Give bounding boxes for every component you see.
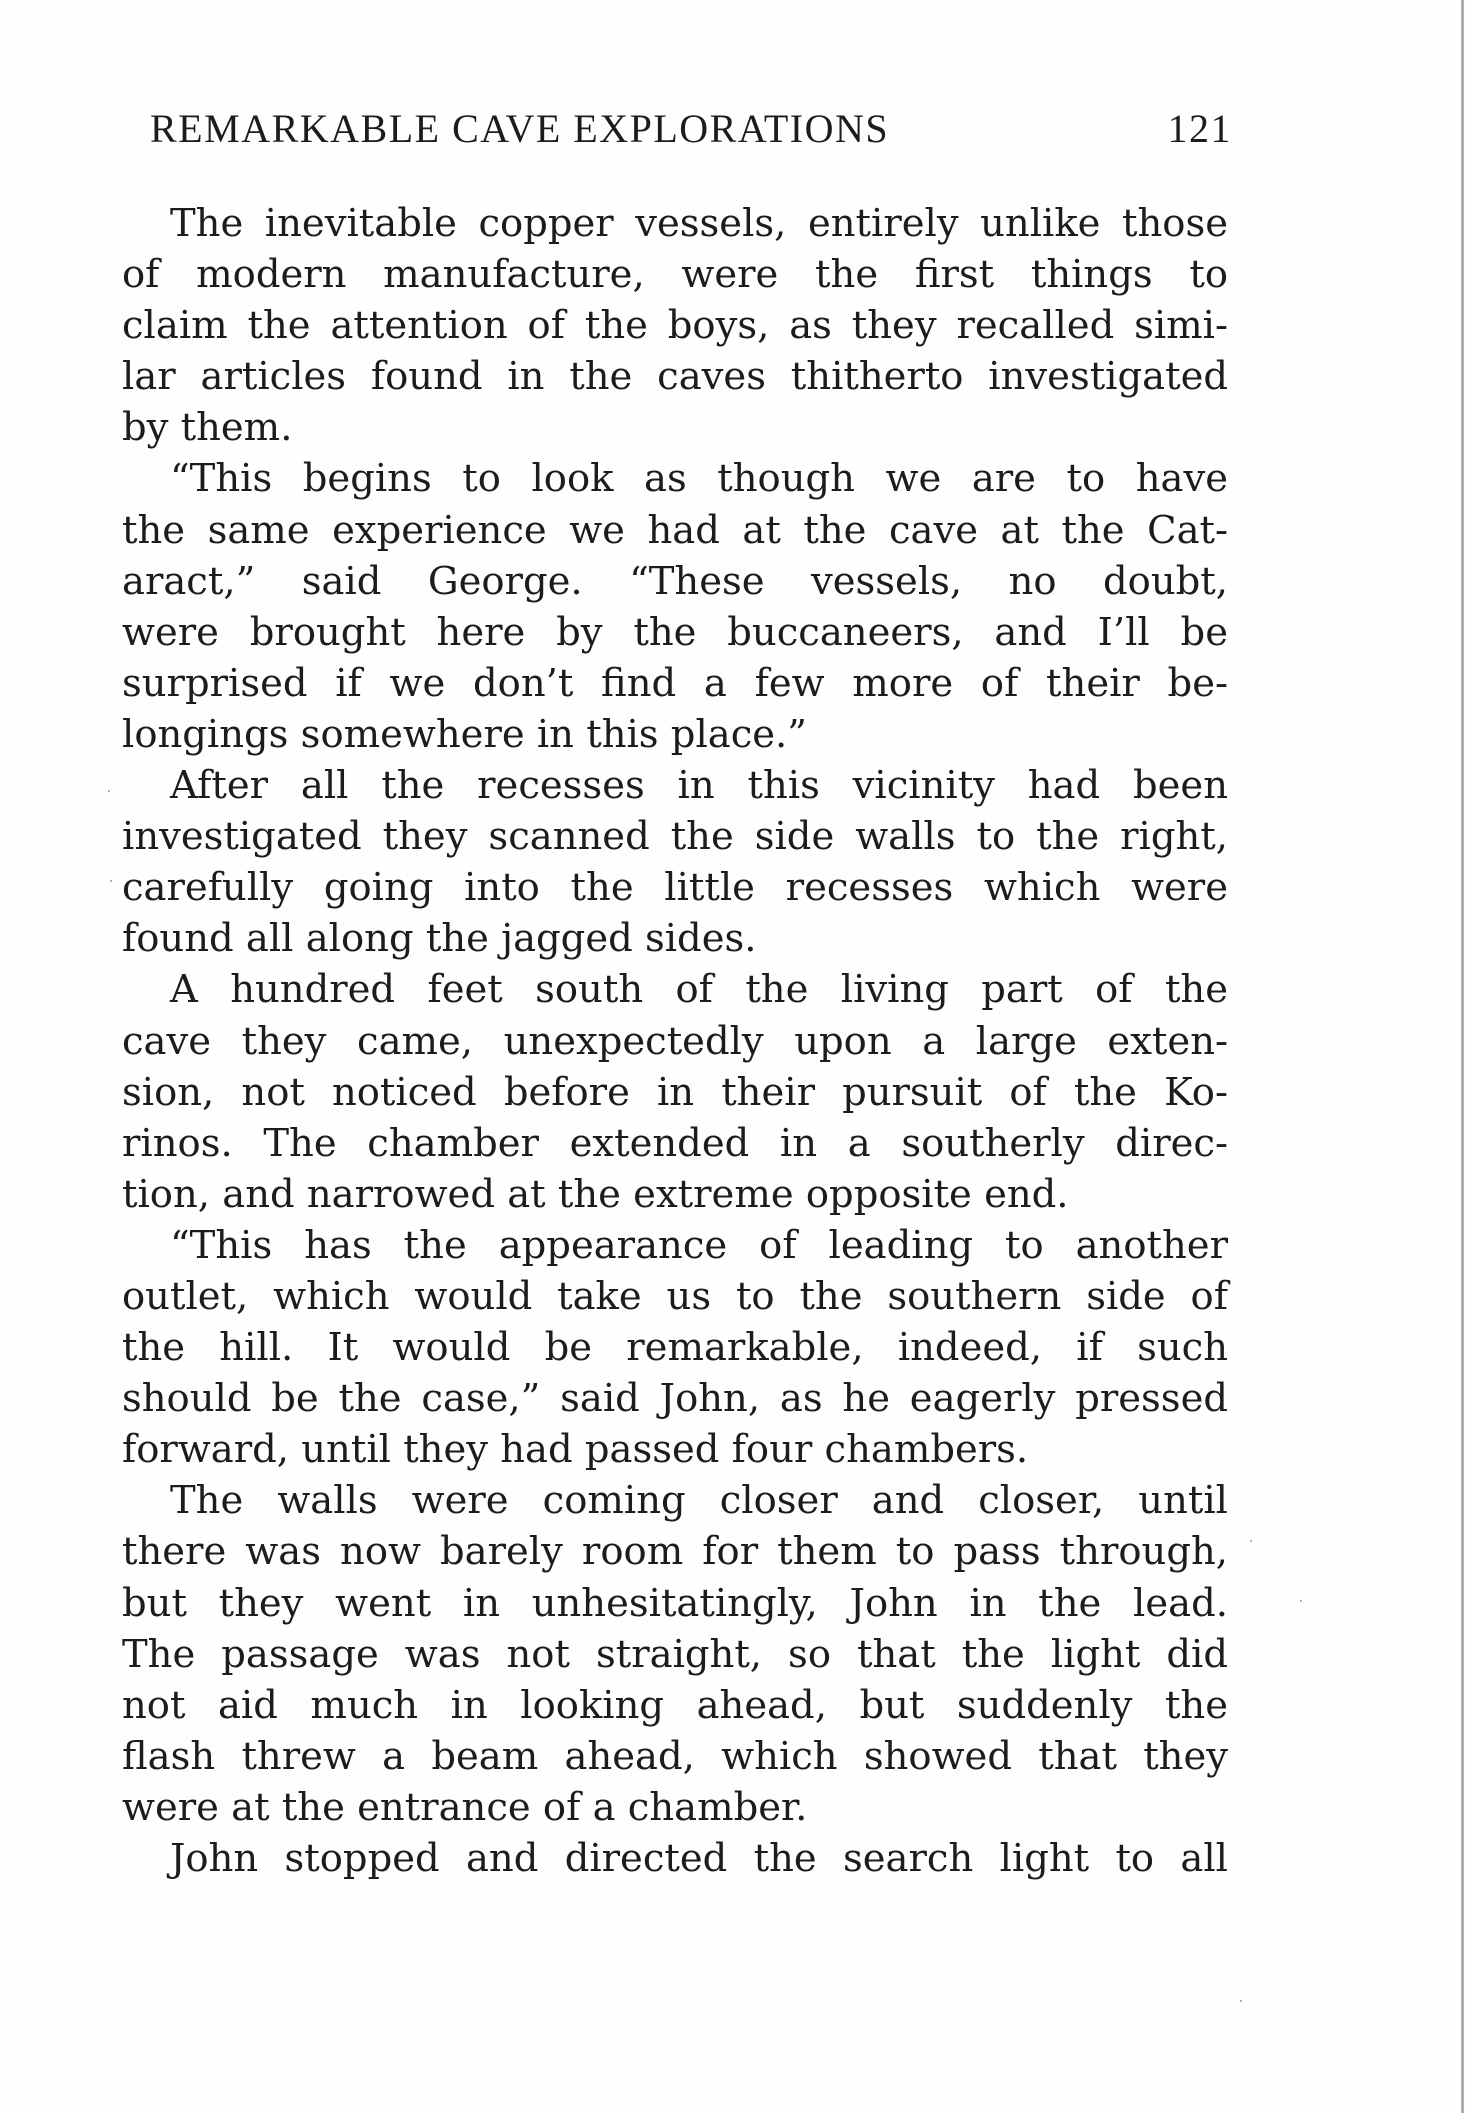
text-line-content: cave they came, unexpectedly upon a large exten- <box>122 1018 1228 1064</box>
text-line-content: A hundred feet south of the living part of the <box>170 967 1228 1013</box>
text-line <box>122 1220 1228 1271</box>
text-line-content: The passage was not straight, so that the light did <box>122 1631 1228 1677</box>
text-line <box>122 1016 1228 1067</box>
text-line <box>122 1680 1228 1731</box>
text-line-content: longings somewhere in this place.” <box>122 711 807 757</box>
text-line <box>122 351 1228 402</box>
text-line-content: The inevitable copper vessels, entirely unlike those <box>170 201 1228 246</box>
text-line <box>122 1782 1228 1833</box>
text-line <box>122 402 1228 453</box>
text-line-content: found all along the jagged sides. <box>122 916 757 962</box>
text-line <box>122 1526 1228 1577</box>
text-line-content: “This has the appearance of leading to another <box>170 1222 1228 1268</box>
text-line-content: John stopped and directed the search light to all <box>170 1836 1228 1881</box>
text-line-content: After all the recesses in this vicinity had been <box>170 763 1228 809</box>
text-line-content: investigated they scanned the side walls to the right, <box>122 814 1228 860</box>
page-number: 121 <box>1167 106 1232 151</box>
text-line <box>122 1833 1228 1884</box>
text-line-content: by them. <box>122 405 293 451</box>
text-line <box>122 1373 1228 1424</box>
text-line <box>122 300 1228 351</box>
text-line <box>122 1475 1228 1526</box>
text-line <box>122 760 1228 811</box>
text-line <box>122 607 1228 658</box>
text-line <box>122 862 1228 913</box>
text-line-content: claim the attention of the boys, as they recalled simi- <box>122 303 1228 349</box>
text-line-content: flash threw a beam ahead, which showed that they <box>122 1733 1228 1779</box>
text-line-content: were brought here by the buccaneers, and I’ll be <box>122 609 1228 655</box>
body-text <box>122 198 1228 1884</box>
text-line-content: forward, until they had passed four chambers. <box>122 1427 1029 1473</box>
text-line-content: not aid much in looking ahead, but suddenly the <box>122 1682 1228 1728</box>
text-line-content: surprised if we don’t find a few more of their be- <box>122 660 1228 706</box>
text-line <box>122 1578 1228 1629</box>
text-line-content: sion, not noticed before in their pursuit of the Ko- <box>122 1069 1228 1115</box>
text-line-content: were at the entrance of a chamber. <box>122 1784 808 1830</box>
text-line <box>122 1271 1228 1322</box>
text-line-content: lar articles found in the caves thitherto investigated <box>122 354 1228 400</box>
text-line-content: of modern manufacture, were the first things to <box>122 252 1228 298</box>
text-line <box>122 964 1228 1015</box>
text-line-content: the hill. It would be remarkable, indeed, if such <box>122 1325 1228 1371</box>
text-line-content: the same experience we had at the cave at the Cat- <box>122 507 1228 553</box>
text-line-content: aract,” said George. “These vessels, no doubt, <box>122 558 1228 604</box>
text-line-content: rinos. The chamber extended in a southerly direc- <box>122 1120 1228 1166</box>
text-line <box>122 556 1228 607</box>
text-line <box>122 1118 1228 1169</box>
text-line <box>122 1067 1228 1118</box>
text-line <box>122 249 1228 300</box>
text-line-content: The walls were coming closer and closer, until <box>170 1478 1228 1524</box>
text-line-content: tion, and narrowed at the extreme opposite end. <box>122 1171 1069 1217</box>
text-line <box>122 658 1228 709</box>
text-line <box>122 1731 1228 1782</box>
text-line <box>122 453 1228 504</box>
text-line <box>122 1322 1228 1373</box>
text-line-content: “This begins to look as though we are to have <box>170 456 1228 502</box>
text-line-content: but they went in unhesitatingly, John in the lead. <box>122 1580 1228 1626</box>
page-edge-shadow <box>1461 0 1464 2113</box>
text-line <box>122 1424 1228 1475</box>
text-line <box>122 1629 1228 1680</box>
text-line <box>122 505 1228 556</box>
running-head-title: REMARKABLE CAVE EXPLORATIONS <box>150 106 890 151</box>
text-line-content: should be the case,” said John, as he eagerly pressed <box>122 1376 1228 1422</box>
text-line-content: outlet, which would take us to the southern side of <box>122 1273 1228 1319</box>
text-line <box>122 198 1228 249</box>
text-line <box>122 709 1228 760</box>
text-line <box>122 1169 1228 1220</box>
text-line-content: carefully going into the little recesses which were <box>122 865 1228 911</box>
text-line-content: there was now barely room for them to pass through, <box>122 1529 1228 1575</box>
text-line <box>122 913 1228 964</box>
text-line <box>122 811 1228 862</box>
